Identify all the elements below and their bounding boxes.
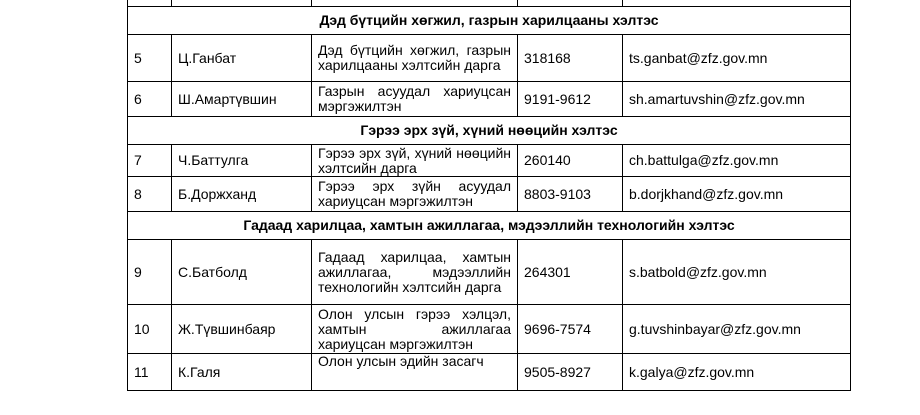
employee-position: Гэрээ эрх зүйн асуудал хариуцсан мэргэжилтэн — [312, 177, 518, 212]
employee-position: Гэрээ эрх зүй, хүний нөөцийн хэлтсийн дарга — [312, 145, 518, 177]
employee-position: Дэд бүтцийн хөгжил, газрын харилцааны хэлтсийн дарга — [312, 35, 518, 82]
employee-email: k.galya@zfz.gov.mn — [623, 354, 851, 391]
employee-name: С.Батболд — [172, 240, 312, 305]
employee-email: s.batbold@zfz.gov.mn — [623, 240, 851, 305]
employee-position: Олон улсын эдийн засагч — [312, 354, 518, 391]
staff-contact-table — [127, 0, 851, 391]
section-title: Гадаад харилцаа, хамтын ажиллагаа, мэдээллийн технологийн хэлтэс — [128, 212, 851, 240]
employee-position: Газрын асуудал хариуцсан мэргэжилтэн — [312, 82, 518, 117]
employee-position: Олон улсын гэрээ хэлцэл, хамтын ажиллагаа хариуцсан мэргэжилтэн — [312, 305, 518, 354]
employee-phone: 8803-9103 — [518, 177, 623, 212]
employee-name: Ч.Баттулга — [172, 145, 312, 177]
row-number: 6 — [128, 82, 172, 117]
employee-name: Ж.Түвшинбаяр — [172, 305, 312, 354]
row-number: 9 — [128, 240, 172, 305]
employee-name: Б.Доржханд — [172, 177, 312, 212]
employee-position: Гадаад харилцаа, хамтын ажиллагаа, мэдээллийн технологийн хэлтсийн дарга — [312, 240, 518, 305]
section-header-infrastructure — [128, 7, 851, 35]
employee-email: b.dorjkhand@zfz.gov.mn — [623, 177, 851, 212]
employee-phone: 264301 — [518, 240, 623, 305]
row-number: 11 — [128, 354, 172, 391]
table-row — [128, 82, 851, 117]
employee-phone: 9505-8927 — [518, 354, 623, 391]
row-number: 10 — [128, 305, 172, 354]
employee-phone: 260140 — [518, 145, 623, 177]
employee-phone: 9191-9612 — [518, 82, 623, 117]
section-title: Дэд бүтцийн хөгжил, газрын харилцааны хэлтэс — [128, 7, 851, 35]
employee-email: ch.battulga@zfz.gov.mn — [623, 145, 851, 177]
table-row — [128, 145, 851, 177]
employee-name: К.Галя — [172, 354, 312, 391]
employee-name: Ш.Амартүвшин — [172, 82, 312, 117]
employee-name: Ц.Ганбат — [172, 35, 312, 82]
row-number: 8 — [128, 177, 172, 212]
table-row — [128, 305, 851, 354]
employee-phone: 9696-7574 — [518, 305, 623, 354]
employee-email: ts.ganbat@zfz.gov.mn — [623, 35, 851, 82]
table-row — [128, 35, 851, 82]
table-row — [128, 177, 851, 212]
employee-email: sh.amartuvshin@zfz.gov.mn — [623, 82, 851, 117]
section-header-legal-hr — [128, 117, 851, 145]
employee-phone: 318168 — [518, 35, 623, 82]
section-title: Гэрээ эрх зүй, хүний нөөцийн хэлтэс — [128, 117, 851, 145]
table-row — [128, 354, 851, 391]
row-number: 5 — [128, 35, 172, 82]
employee-email: g.tuvshinbayar@zfz.gov.mn — [623, 305, 851, 354]
row-number: 7 — [128, 145, 172, 177]
section-header-foreign-relations-it — [128, 212, 851, 240]
table-row — [128, 240, 851, 305]
